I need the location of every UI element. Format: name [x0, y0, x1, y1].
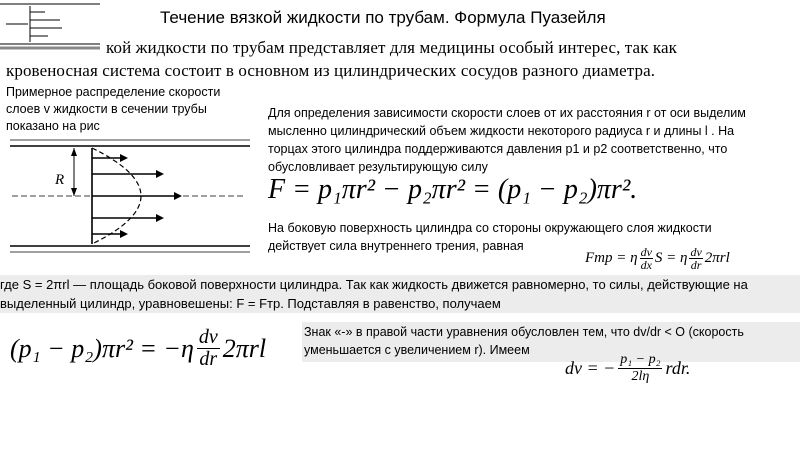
radius-label: R: [55, 172, 65, 188]
ftr-fraction-2: [689, 246, 702, 271]
intro-line-2: кровеносная система состоит в основном из цилиндрических сосудов разного диаметра.: [6, 61, 656, 80]
para3-line-2: выделенный цилиндр, уравновешены: F = Fтр. Подставляя в равенство, получаем: [0, 296, 501, 311]
eq2-fraction: [197, 327, 220, 370]
eq3-fraction: [618, 352, 662, 385]
para4-line-2: уменьшается с увеличением r). Имеем: [304, 343, 530, 357]
friction-force-equation: [585, 246, 730, 271]
balance-equation: [10, 327, 266, 370]
eq3-frac-num: p₁ − p₂: [620, 352, 661, 367]
ftr-rhs: 2πrl: [704, 250, 730, 266]
para2-line-1: На боковую поверхность цилиндра со стороны окружающего слоя жидкости: [268, 221, 712, 235]
velocity-profile-figure: [10, 138, 250, 256]
eq3-lhs: dv = −: [565, 358, 616, 378]
eq2-frac-num: dv: [198, 326, 218, 348]
para1-line-3: торцах этого цилиндра поддерживаются давления p1 и p2 соответственно, что: [268, 142, 728, 156]
para4-line-1: Знак «-» в правой части уравнения обусловлен тем, что dv/dr < O (скорость: [304, 325, 744, 339]
para1-line-2: мысленно цилиндрический объем жидкости некоторого радиуса r и длины l . На: [268, 124, 735, 138]
eq3-rhs: rdr.: [665, 358, 691, 378]
para2-line-2: действует сила внутреннего трения, равная: [268, 239, 524, 253]
eq2-lhs: (p₁ − p₂)πr² = −η: [10, 333, 194, 363]
eq2-frac-den: dr: [199, 348, 218, 370]
intro-line-1: кой жидкости по трубам представляет для медицины особый интерес, так как: [106, 38, 678, 57]
ftr-lhs: Fтр = η: [585, 250, 638, 266]
para1-line-4: обусловливает результирующую силу: [268, 160, 488, 174]
caption-line-3: показано на рис: [6, 119, 100, 133]
eq2-rhs: 2πrl: [222, 333, 267, 363]
ftr-frac1-num: dv: [640, 245, 652, 259]
ftr-fraction-1: [640, 246, 653, 271]
para3-line-1: где S = 2πrl — площадь боковой поверхности цилиндра. Так как жидкость движется равномерно, то силы, действующие на: [0, 277, 748, 292]
paragraph-3: [0, 275, 800, 313]
caption-line-1: Примерное распределение скорости: [6, 85, 221, 99]
velocity-differential-equation: [565, 352, 690, 385]
ftr-frac2-num: dv: [690, 245, 702, 259]
caption-line-2: слоев v жидкости в сечении трубы: [6, 102, 207, 116]
pipe-thumbnail-image: [0, 0, 100, 50]
paragraph-1: [268, 104, 746, 176]
ftr-frac1-den: dx: [640, 258, 652, 272]
force-equation: F = p₁πr² − p₂πr² = (p₁ − p₂)πr².: [268, 174, 638, 205]
figure-caption: [6, 84, 220, 135]
page-title: Течение вязкой жидкости по трубам. Формула Пуазейля: [160, 8, 606, 27]
eq3-frac-den: 2lη: [631, 369, 650, 384]
ftr-frac2-den: dr: [690, 258, 702, 272]
ftr-mid: S = η: [654, 250, 688, 266]
para1-line-1: Для определения зависимости скорости слоев от их расстояния r от оси выделим: [268, 106, 746, 120]
